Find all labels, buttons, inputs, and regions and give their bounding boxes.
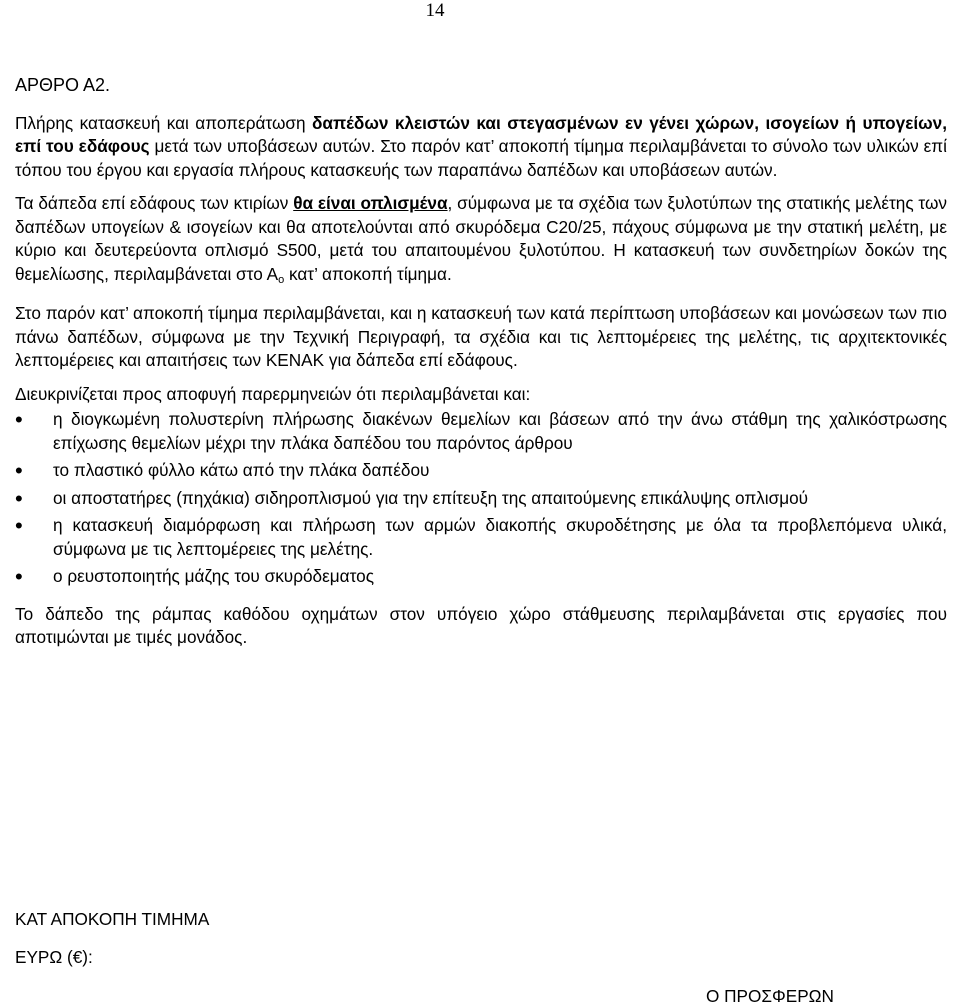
para2-bold-underline: θα είναι οπλισμένα bbox=[293, 193, 448, 213]
list-item: • το πλαστικό φύλλο κάτω από την πλάκα δαπέδου bbox=[15, 459, 947, 483]
page-number: 14 bbox=[425, 0, 445, 21]
offer-label: Ο ΠΡΟΣΦΕΡΩΝ bbox=[706, 986, 834, 1006]
para1-pre: Πλήρης κατασκευή και αποπεράτωση bbox=[15, 112, 312, 133]
paragraph-reinforcement bbox=[15, 192, 947, 292]
para1-bold: δαπέδων κλειστών και στεγασμένων εν γένει χώρων, ισογείων ή υπογείων, επί του εδάφους bbox=[15, 112, 947, 156]
paragraph-scope bbox=[15, 112, 947, 183]
para2-subscript: ο bbox=[278, 273, 285, 286]
list-item: • οι αποστατήρες (πηχάκια) σιδηροπλισμού για την επίτευξη της απαιτούμενης επικάλυψης οπλισμού bbox=[15, 487, 947, 511]
paragraph-ramp: Το δάπεδο της ράμπας καθόδου οχημάτων στον υπόγειο χώρο στάθμευσης περιλαμβάνεται στις εργασίες που αποτιμώνται με τιμές μονάδος. bbox=[15, 603, 947, 647]
para2-pre: Τα δάπεδα επί εδάφους των κτιρίων bbox=[15, 193, 294, 213]
para2-mid: , σύμφωνα με τα σχέδια των ξυλοτύπων της στατικής μελέτης των δαπέδων υπογείων & ισογείων και θα αποτελούνται από σκυρόδεμα C20/25, πάχους σύμφωνα με την στατική μελέτη, με κύριο και δευτερεύοντα οπλισμό S500, μετά του απαιτουμένου ξυλοτύπου. Η κατασκευή των συνδετηρίων δοκών της θεμελίωσης, περιλαμβάνεται στο Α bbox=[15, 193, 947, 284]
list-item: • η διογκωμένη πολυστερίνη πλήρωσης διακένων θεμελίων και βάσεων από την άνω στάθμη της χαλικόστρωσης επίχωσης θεμελίων μέχρι την πλάκα δαπέδου του παρόντος άρθρου bbox=[15, 408, 947, 455]
inclusions-list bbox=[15, 408, 947, 589]
clarification-intro: Διευκρινίζεται προς αποφυγή παρερμηνειών ότι περιλαμβάνεται και: bbox=[15, 383, 531, 404]
para2-post: κατ’ αποκοπή τίμημα. bbox=[284, 263, 452, 284]
document-body bbox=[15, 74, 947, 650]
para1-post: μετά των υποβάσεων αυτών. Στο παρόν κατ’ αποκοπή τίμημα περιλαμβάνεται το σύνολο των υλικών επί τόπου του έργου και εργασία πλήρους κατασκευής των παραπάνω δαπέδων και υποβάσεων αυτών. bbox=[15, 136, 947, 180]
article-title: ΑΡΘΡΟ Α2. bbox=[15, 75, 111, 95]
list-item: • ο ρευστοποιητής μάζης του σκυρόδεματος bbox=[15, 565, 947, 589]
list-item: • η κατασκευή διαμόρφωση και πλήρωση των αρμών διακοπής σκυροδέτησης με όλα τα προβλεπόμενα υλικά, σύμφωνα με τις λεπτομέρειες της μελέτης. bbox=[15, 514, 947, 561]
euro-label: ΕΥΡΩ (€): bbox=[15, 947, 93, 967]
lump-sum-label: ΚΑΤ ΑΠΟΚΟΠΗ ΤΙΜΗΜΑ bbox=[15, 909, 210, 929]
paragraph-substrates: Στο παρόν κατ’ αποκοπή τίμημα περιλαμβάνεται, και η κατασκευή των κατά περίπτωση υποβάσεων και μονώσεων των πιο πάνω δαπέδων, σύμφωνα με την Τεχνική Περιγραφή, τα σχέδια και τις λεπτομέρειες της μελέτης, τις αρχιτεκτονικές λεπτομέρειες και απαιτήσεις των ΚΕΝΑΚ για δάπεδα επί εδάφους. bbox=[15, 303, 947, 370]
